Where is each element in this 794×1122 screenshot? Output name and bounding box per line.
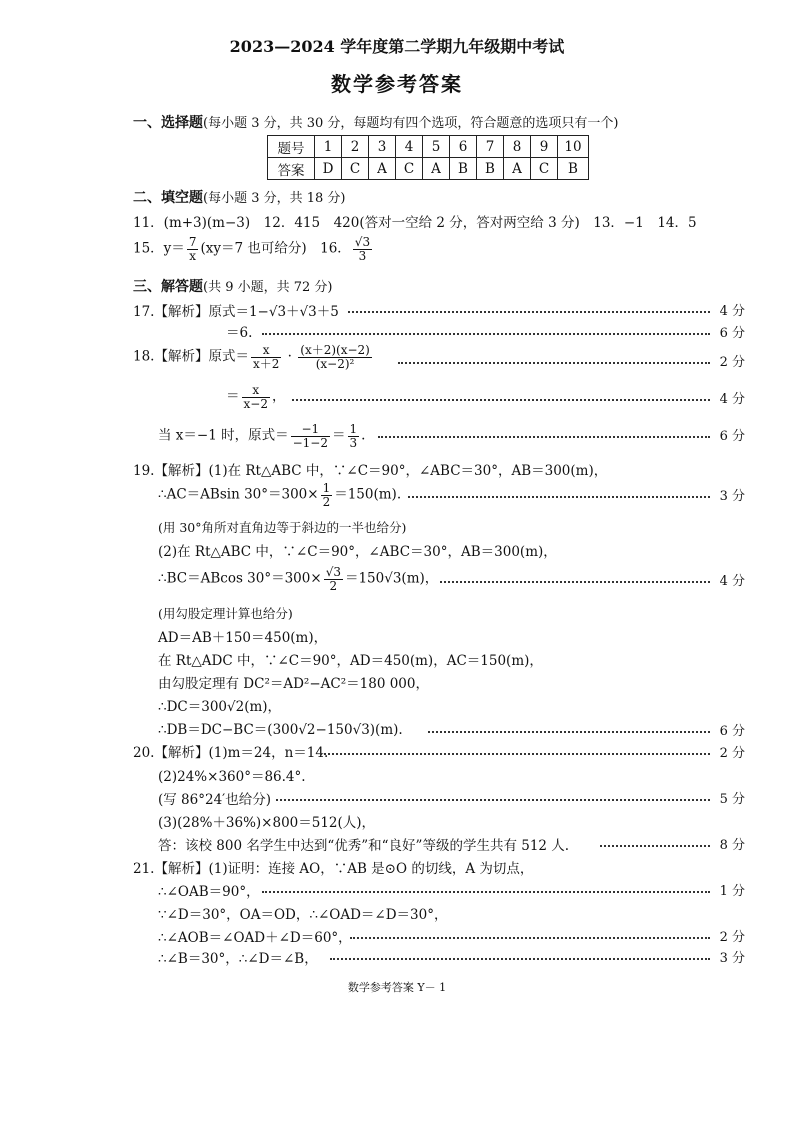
q20-line-4: (3)(28%＋36%)×800＝512(人)， — [158, 815, 376, 831]
table-cell: C — [396, 158, 423, 180]
fill-answers-15-16: 15．y＝ $\frac{7}{x}$ (xy＝7 也可给分) 16． $\frac{√3}{3}$ — [133, 235, 371, 263]
table-cell: A — [369, 158, 396, 180]
table-cell: 6 — [450, 136, 477, 158]
score-label: 3 分 — [719, 489, 745, 504]
table-row-answers — [268, 158, 589, 180]
score-label: 4 分 — [719, 304, 745, 319]
q19-line-10: ∴DC＝300√2(m)， — [158, 699, 282, 715]
table-cell: B — [558, 158, 589, 180]
q18-line-1: 18.【解析】原式＝ $\frac{x}{x+2}$ · $\frac{(x+2)(x-2)}{\text{(x−2)²}}$ — [133, 343, 370, 371]
q21-line-2: ∴∠OAB＝90°， — [158, 884, 260, 900]
score-label: 2 分 — [719, 930, 745, 945]
q20-line-5: 答：该校 800 名学生中达到“优秀”和“良好”等级的学生共有 512 人. — [158, 838, 570, 854]
table-cell: 4 — [396, 136, 423, 158]
q19-note-1: (用 30°角所对直角边等于斜边的一半也给分) — [158, 520, 407, 535]
q19-line-5: ∴BC＝ABcos 30°＝300× $\frac{√3}{2}$ ＝150√3(m)， — [158, 565, 439, 593]
q19-line-8: 在 Rt△ADC 中，∵∠C＝90°，AD＝450(m)，AC＝150(m)， — [158, 653, 543, 669]
fraction: $\frac{x}{x-2}$ — [243, 383, 268, 411]
q21-line-4: ∴∠AOB＝∠OAD＋∠D＝60°， — [158, 930, 352, 946]
table-cell: 9 — [531, 136, 558, 158]
fraction: $\frac{(x+2)(x-2)}{\text{(x−2)²}}$ — [300, 343, 370, 371]
q19-line-1: 19.【解析】(1)在 Rt△ABC 中，∵∠C＝90°，∠ABC＝30°，AB＝300(m)， — [133, 463, 608, 479]
score-label: 2 分 — [719, 355, 745, 370]
page-footer: 数学参考答案 Y－ 1 — [347, 981, 447, 994]
score-label: 4 分 — [719, 574, 745, 589]
table-cell: A — [504, 158, 531, 180]
table-cell: 5 — [423, 136, 450, 158]
fraction: $\frac{√3}{2}$ — [325, 565, 341, 593]
score-label: 6 分 — [719, 326, 745, 341]
q19-note-2: (用勾股定理计算也给分) — [158, 606, 293, 621]
q18-line-2: ＝ $\frac{x}{x-2}$ ， — [226, 383, 286, 411]
q21-line-5: ∴∠B＝30°，∴∠D＝∠B， — [158, 951, 318, 967]
table-cell: 10 — [558, 136, 589, 158]
fraction: $\frac{1}{2}$ — [322, 481, 331, 509]
q19-line-2: ∴AC＝ABsin 30°＝300× $\frac{1}{2}$ ＝150(m). — [158, 481, 402, 509]
fill-answers-11-14: 11．(m+3)(m−3) 12．415 420(答对一空给 2 分，答对两空给 3 分) 13．−1 14．5 — [133, 215, 697, 231]
fraction: $\frac{√3}{3}$ — [354, 235, 371, 263]
exam-title: 2023—2024 学年度第二学期九年级期中考试 — [229, 37, 565, 56]
q19-line-11: ∴DB＝DC−BC＝(300√2−150√3)(m). — [158, 722, 403, 738]
fraction: $\frac{-1}{-1-2}$ — [292, 422, 328, 450]
section-solve-note: (共 9 小题，共 72 分) — [203, 280, 333, 295]
table-cell: 1 — [315, 136, 342, 158]
answer-table — [267, 135, 589, 180]
score-label: 1 分 — [719, 884, 745, 899]
score-label: 2 分 — [719, 746, 745, 761]
table-row-label: 答案 — [268, 158, 315, 180]
score-label: 6 分 — [719, 724, 745, 739]
fraction: $\frac{1}{3}$ — [349, 422, 358, 450]
fraction: $\frac{7}{x}$ — [188, 235, 197, 263]
q21-line-1: 21.【解析】(1)证明：连接 AO，∵AB 是⊙O 的切线，A 为切点， — [133, 861, 534, 877]
table-cell: 2 — [342, 136, 369, 158]
table-row-numbers — [268, 136, 589, 158]
section-fill-heading: 二、填空题(每小题 3 分，共 18 分) — [133, 190, 346, 206]
q19-line-9: 由勾股定理有 DC²＝AD²−AC²＝180 000， — [158, 676, 429, 692]
section-solve-heading: 三、解答题(共 9 小题，共 72 分) — [133, 279, 333, 295]
q20-line-3: (写 86°24′也给分) — [158, 792, 271, 808]
table-cell: C — [531, 158, 558, 180]
q17-line-1: 17.【解析】原式＝1−√3＋√3＋5 — [133, 304, 339, 320]
table-cell: 8 — [504, 136, 531, 158]
table-cell: 7 — [477, 136, 504, 158]
score-label: 5 分 — [719, 792, 745, 807]
table-cell: A — [423, 158, 450, 180]
table-cell: C — [342, 158, 369, 180]
q19-line-7: AD＝AB＋150＝450(m)， — [158, 630, 328, 646]
q17-line-2: ＝6. — [226, 325, 253, 341]
section-choice-heading: 一、选择题(每小题 3 分，共 30 分，每题均有四个选项，符合题意的选项只有一个) — [133, 115, 619, 131]
q20-line-2: (2)24%×360°＝86.4°. — [158, 769, 306, 785]
q20-line-1: 20.【解析】(1)m＝24，n＝14. — [133, 745, 329, 761]
fraction: $\frac{x}{x+2}$ — [252, 343, 280, 371]
score-label: 6 分 — [719, 429, 745, 444]
q19-line-4: (2)在 Rt△ABC 中，∵∠C＝90°，∠ABC＝30°，AB＝300(m)， — [158, 544, 557, 560]
section-fill-note: (每小题 3 分，共 18 分) — [203, 191, 346, 206]
score-label: 3 分 — [719, 951, 745, 966]
table-cell: 3 — [369, 136, 396, 158]
q18-line-3: 当 x＝−1 时，原式＝ $\frac{-1}{-1-2}$ ＝ $\frac{1}{3}$ . — [158, 422, 366, 450]
section-choice-note: (每小题 3 分，共 30 分，每题均有四个选项，符合题意的选项只有一个) — [203, 116, 619, 131]
table-cell: B — [477, 158, 504, 180]
page-title: 数学参考答案 — [331, 72, 463, 96]
score-label: 4 分 — [719, 392, 745, 407]
table-cell: B — [450, 158, 477, 180]
table-cell: D — [315, 158, 342, 180]
q21-line-3: ∵∠D＝30°，OA＝OD，∴∠OAD＝∠D＝30°， — [158, 907, 448, 923]
table-row-label: 题号 — [268, 136, 315, 158]
score-label: 8 分 — [719, 838, 745, 853]
